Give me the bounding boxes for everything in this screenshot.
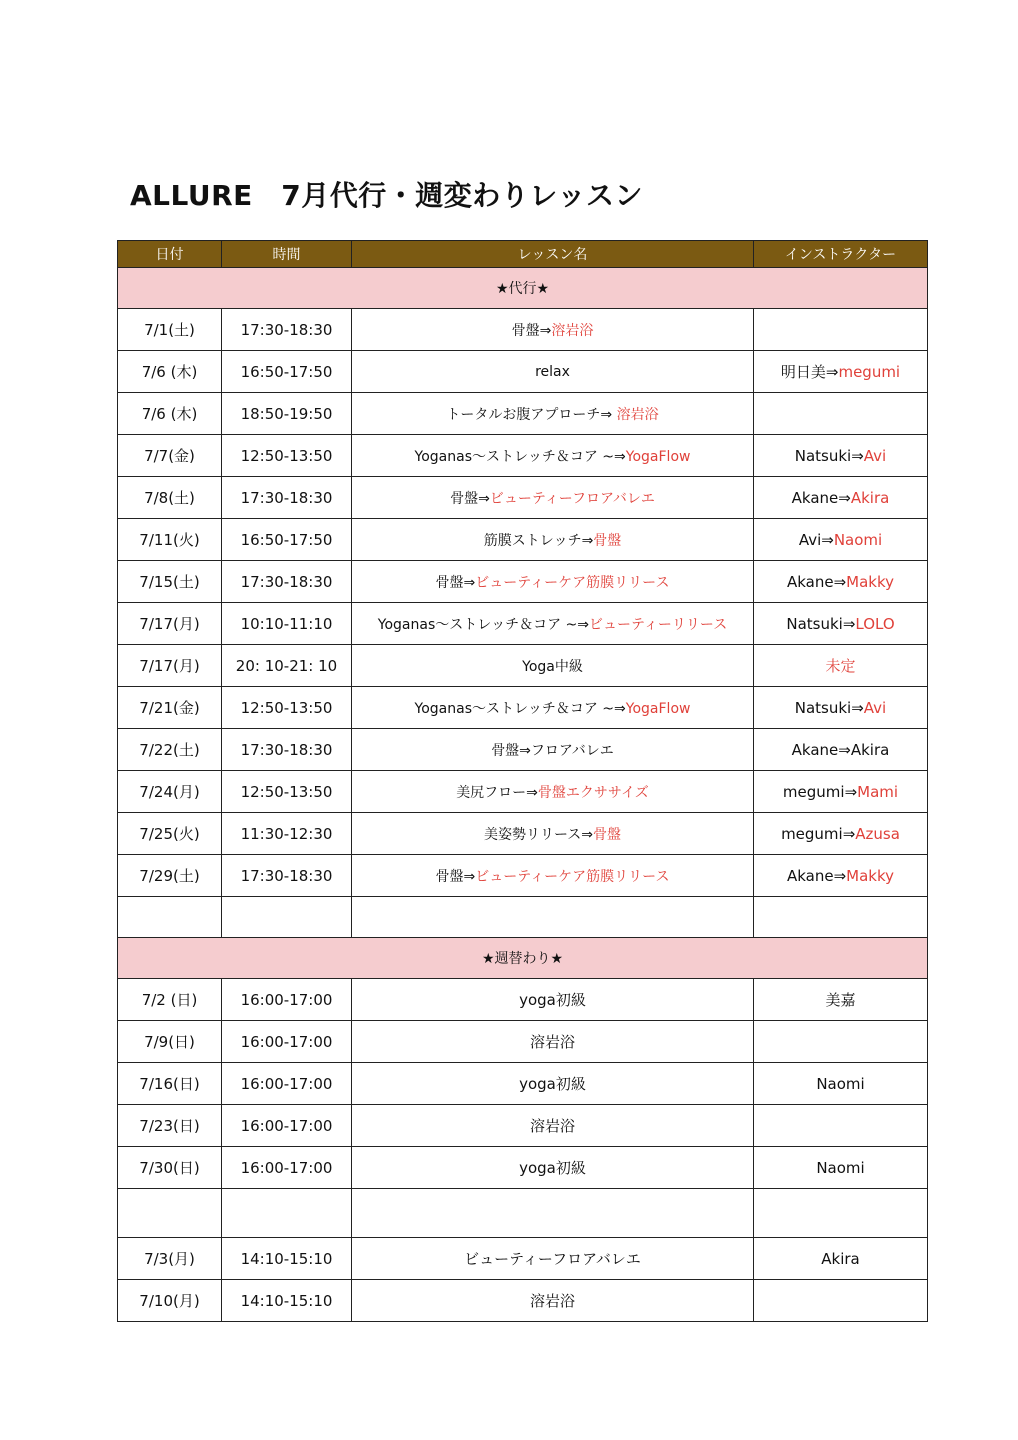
table-row (118, 435, 928, 477)
table-row (118, 687, 928, 729)
lesson-cell (352, 979, 754, 1021)
instructor-cell (754, 729, 928, 771)
header-date: 日付 (118, 241, 222, 268)
time-cell: 14:10-15:10 (222, 1280, 352, 1322)
time-cell: 16:50-17:50 (222, 519, 352, 561)
lesson-schedule-table (117, 240, 928, 1322)
date-cell: 7/15(土) (118, 561, 222, 603)
table-row (118, 603, 928, 645)
lesson-cell (352, 309, 754, 351)
date-cell: 7/22(土) (118, 729, 222, 771)
header-instructor: インストラクター (754, 241, 928, 268)
time-cell: 12:50-13:50 (222, 771, 352, 813)
lesson-original: Yoga中級 (522, 658, 583, 675)
header-lesson: レッスン名 (352, 241, 754, 268)
lesson-cell (352, 1238, 754, 1280)
time-cell: 16:50-17:50 (222, 351, 352, 393)
lesson-original: Yoganas～ストレッチ＆コア ~⇒ (414, 448, 626, 465)
instructor-cell (754, 561, 928, 603)
time-cell: 16:00-17:00 (222, 979, 352, 1021)
lesson-original: 骨盤⇒ (511, 322, 552, 339)
instructor-original: Naomi (816, 1158, 865, 1177)
lesson-original: 筋膜ストレッチ⇒ (483, 532, 594, 549)
lesson-original: yoga初級 (519, 1159, 586, 1177)
instructor-original: Akira (821, 1249, 860, 1268)
lesson-changed: 溶岩浴 (551, 322, 594, 339)
date-cell: 7/9(日) (118, 1021, 222, 1063)
instructor-original: 明日美⇒ (780, 363, 839, 381)
instructor-cell (754, 979, 928, 1021)
table-row (118, 1238, 928, 1280)
table-row (118, 351, 928, 393)
lesson-original: relax (535, 363, 570, 380)
table-row (118, 561, 928, 603)
table-row (118, 1021, 928, 1063)
instructor-cell (754, 1063, 928, 1105)
time-cell: 17:30-18:30 (222, 855, 352, 897)
instructor-original: Akane⇒ (786, 866, 847, 885)
lesson-changed: 骨盤 (593, 532, 622, 549)
date-cell: 7/17(月) (118, 603, 222, 645)
empty-cell (118, 1189, 222, 1238)
date-cell: 7/6 (木) (118, 351, 222, 393)
lesson-original: 溶岩浴 (529, 1033, 575, 1051)
instructor-changed: LOLO (855, 614, 895, 633)
instructor-cell (754, 645, 928, 687)
lesson-original: Yoganas～ストレッチ＆コア ~⇒ (377, 616, 590, 633)
instructor-original: Avi⇒ (798, 530, 834, 549)
instructor-original: 美嘉 (825, 991, 856, 1009)
lesson-cell (352, 477, 754, 519)
time-cell: 17:30-18:30 (222, 477, 352, 519)
table-row (118, 771, 928, 813)
lesson-cell (352, 393, 754, 435)
instructor-cell (754, 603, 928, 645)
instructor-cell (754, 393, 928, 435)
empty-cell (754, 1189, 928, 1238)
lesson-original: yoga初級 (519, 991, 586, 1009)
date-cell: 7/24(月) (118, 771, 222, 813)
time-cell: 11:30-12:30 (222, 813, 352, 855)
time-cell: 12:50-13:50 (222, 687, 352, 729)
lesson-original: 溶岩浴 (529, 1292, 575, 1310)
table-row (118, 393, 928, 435)
time-cell: 14:10-15:10 (222, 1238, 352, 1280)
instructor-changed: Makky (846, 866, 895, 885)
instructor-original: Akane⇒ (786, 572, 847, 591)
date-cell: 7/23(日) (118, 1105, 222, 1147)
empty-cell (754, 897, 928, 938)
lesson-cell (352, 1147, 754, 1189)
date-cell: 7/29(土) (118, 855, 222, 897)
instructor-original: Natsuki⇒ (794, 446, 864, 465)
table-row (118, 1280, 928, 1322)
lesson-original: Yoganas～ストレッチ＆コア ~⇒ (414, 700, 626, 717)
lesson-original: 溶岩浴 (529, 1117, 575, 1135)
table-row (118, 813, 928, 855)
date-cell: 7/2 (日) (118, 979, 222, 1021)
time-cell: 16:00-17:00 (222, 1147, 352, 1189)
lesson-changed: YogaFlow (625, 448, 691, 465)
lesson-changed: 骨盤エクササイズ (537, 784, 649, 801)
page-title: ALLURE 7月代行・週変わりレッスン (130, 179, 643, 212)
empty-cell (222, 1189, 352, 1238)
empty-cell (352, 897, 754, 938)
lesson-cell (352, 645, 754, 687)
instructor-original: Akane⇒Akira (791, 740, 890, 759)
instructor-original: Naomi (816, 1074, 865, 1093)
time-cell: 16:00-17:00 (222, 1105, 352, 1147)
lesson-changed: ビューティーリリース (589, 616, 728, 633)
instructor-changed: 未定 (825, 657, 856, 675)
date-cell: 7/1(土) (118, 309, 222, 351)
section-weekly (118, 938, 928, 979)
date-cell: 7/8(土) (118, 477, 222, 519)
time-cell: 17:30-18:30 (222, 561, 352, 603)
instructor-changed: Naomi (833, 530, 883, 549)
table-row (118, 855, 928, 897)
lesson-original: yoga初級 (519, 1075, 586, 1093)
instructor-cell (754, 1021, 928, 1063)
instructor-changed: Avi (863, 446, 887, 465)
lesson-original: 美尻フロー⇒ (456, 784, 538, 801)
lesson-cell (352, 1105, 754, 1147)
empty-cell (352, 1189, 754, 1238)
table-row (118, 519, 928, 561)
instructor-cell (754, 813, 928, 855)
lesson-cell (352, 1280, 754, 1322)
empty-row (118, 1189, 928, 1238)
empty-row (118, 897, 928, 938)
instructor-cell (754, 1147, 928, 1189)
lesson-changed: 骨盤 (593, 826, 622, 843)
lesson-cell (352, 1021, 754, 1063)
lesson-original: 骨盤⇒ (450, 490, 490, 507)
instructor-changed: Avi (863, 698, 887, 717)
instructor-cell (754, 1105, 928, 1147)
lesson-cell (352, 813, 754, 855)
instructor-changed: Makky (846, 572, 895, 591)
date-cell: 7/21(金) (118, 687, 222, 729)
lesson-original: 骨盤⇒ (435, 868, 476, 885)
instructor-cell (754, 1280, 928, 1322)
table-row (118, 645, 928, 687)
header-time: 時間 (222, 241, 352, 268)
table-row (118, 1105, 928, 1147)
table-header-row (118, 241, 928, 268)
instructor-original: Natsuki⇒ (786, 614, 856, 633)
time-cell: 17:30-18:30 (222, 309, 352, 351)
lesson-changed: ビューティーケア筋膜リリース (475, 868, 670, 885)
instructor-cell (754, 855, 928, 897)
date-cell: 7/17(月) (118, 645, 222, 687)
date-cell: 7/10(月) (118, 1280, 222, 1322)
table-row (118, 1063, 928, 1105)
date-cell: 7/3(月) (118, 1238, 222, 1280)
table-row (118, 979, 928, 1021)
instructor-original: megumi⇒ (781, 824, 856, 843)
table-row (118, 477, 928, 519)
time-cell: 18:50-19:50 (222, 393, 352, 435)
date-cell: 7/30(日) (118, 1147, 222, 1189)
date-cell: 7/11(火) (118, 519, 222, 561)
lesson-changed: YogaFlow (625, 700, 691, 717)
lesson-original: 骨盤⇒ (435, 574, 476, 591)
lesson-cell (352, 435, 754, 477)
time-cell: 16:00-17:00 (222, 1021, 352, 1063)
lesson-original: 美姿勢リリース⇒ (483, 826, 594, 843)
instructor-cell (754, 1238, 928, 1280)
lesson-original: ビューティーフロアバレエ (464, 1250, 641, 1268)
time-cell: 16:00-17:00 (222, 1063, 352, 1105)
instructor-original: Natsuki⇒ (794, 698, 864, 717)
instructor-changed: Azusa (855, 824, 900, 843)
instructor-cell (754, 309, 928, 351)
date-cell: 7/7(金) (118, 435, 222, 477)
lesson-cell (352, 351, 754, 393)
time-cell: 12:50-13:50 (222, 435, 352, 477)
table-row (118, 309, 928, 351)
lesson-cell (352, 687, 754, 729)
instructor-changed: Mami (857, 782, 899, 801)
section-substitute-label: ★代行★ (118, 268, 928, 309)
instructor-original: Akane⇒ (791, 488, 851, 507)
empty-cell (118, 897, 222, 938)
lesson-cell (352, 603, 754, 645)
date-cell: 7/6 (木) (118, 393, 222, 435)
instructor-cell (754, 435, 928, 477)
lesson-original: トータルお腹アプローチ⇒ (446, 406, 617, 423)
time-cell: 10:10-11:10 (222, 603, 352, 645)
section-weekly-label: ★週替わり★ (118, 938, 928, 979)
lesson-cell (352, 855, 754, 897)
lesson-changed: 溶岩浴 (616, 406, 659, 423)
lesson-cell (352, 519, 754, 561)
lesson-cell (352, 561, 754, 603)
instructor-original: megumi⇒ (782, 782, 858, 801)
time-cell: 20: 10-21: 10 (222, 645, 352, 687)
instructor-changed: megumi (838, 363, 901, 381)
empty-cell (222, 897, 352, 938)
lesson-changed: ビューティーケア筋膜リリース (475, 574, 670, 591)
instructor-cell (754, 771, 928, 813)
instructor-changed: Akira (850, 488, 890, 507)
lesson-cell (352, 1063, 754, 1105)
lesson-cell (352, 771, 754, 813)
time-cell: 17:30-18:30 (222, 729, 352, 771)
instructor-cell (754, 519, 928, 561)
date-cell: 7/25(火) (118, 813, 222, 855)
table-row (118, 1147, 928, 1189)
lesson-cell (352, 729, 754, 771)
instructor-cell (754, 687, 928, 729)
section-substitute (118, 268, 928, 309)
instructor-cell (754, 477, 928, 519)
table-row (118, 729, 928, 771)
date-cell: 7/16(日) (118, 1063, 222, 1105)
instructor-cell (754, 351, 928, 393)
lesson-changed: ビューティーフロアバレエ (489, 490, 655, 507)
lesson-original: 骨盤⇒フロアバレエ (491, 742, 614, 759)
